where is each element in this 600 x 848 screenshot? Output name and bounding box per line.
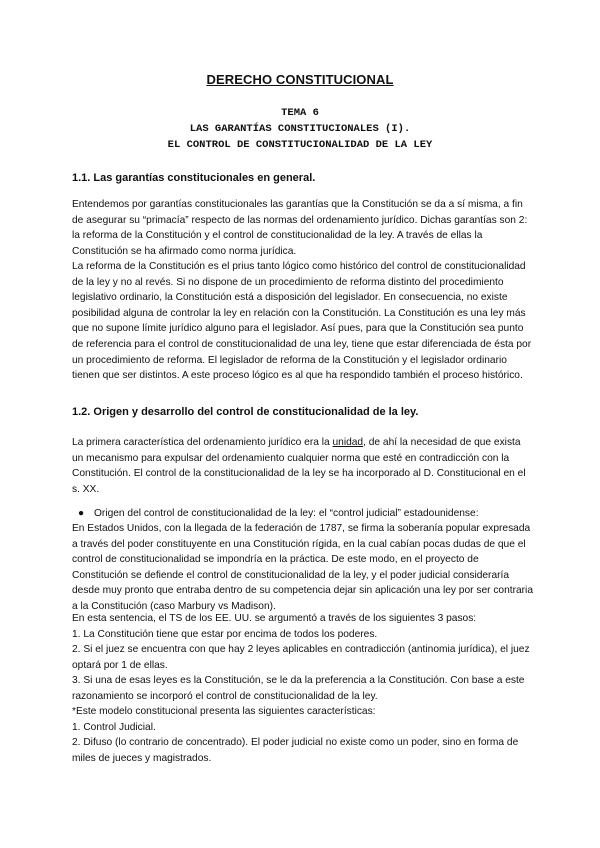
ts-sentence: En esta sentencia, el TS de los EE. UU. se argumentó a través de los siguientes 3 pasos: [72,613,477,624]
bullet-paragraph: En Estados Unidos, con la llegada de la federación de 1787, se firma la soberanía popular expresada a través del poder constituyente en una Constitución rígida, en la cual cabían pocas dudas de que el control de constitucionalidad se impondría en la práctica. De este modo, en el proyecto de Constitución se defiende el control de constitucionalidad de la ley, y el poder judicial consideraría desde muy pronto que entraba dentro de su competencia dejar sin aplicación una ley por ser contraria a la Constitución (caso Marbury vs Madison). [72,523,533,612]
step-2: 2. Si el juez se encuentra con que hay 2 leyes aplicables en contradicción (antinomia jurídica), el juez optará por 1 de ellas. [72,644,530,671]
section-2-heading: 1.2. Origen y desarrollo del control de constitucionalidad de la ley. [72,406,419,418]
characteristic-2: 2. Difuso (lo contrario de concentrado). El poder judicial no existe como un poder, sino en forma de miles de jueces y magistrados. [72,737,519,764]
document-title: DERECHO CONSTITUCIONAL [206,72,394,87]
tema-number: TEMA 6 [281,107,319,119]
section-1-paragraph: Entendemos por garantías constitucionales las garantías que la Constitución se da a sí misma, a fin de asegurar su “primacía” respecto de las normas del ordenamiento jurídico. Dichas garantías son 2: la reforma de la Constitución y el control de constitucionalidad de la ley. A través de ellas la Constitución se ha afirmado como norma jurídica. [72,199,528,257]
model-intro: *Este modelo constitucional presenta las siguientes características: [72,706,376,717]
characteristic-1: 1. Control Judicial. [72,722,156,733]
section-1-heading: 1.1. Las garantías constitucionales en general. [72,172,316,184]
tema-title-line1: LAS GARANTÍAS CONSTITUCIONALES (I). [189,123,411,135]
section-2-paragraph: La primera característica del ordenamiento jurídico era la unidad, de ahí la necesidad de que exista un mecanismo para expulsar del ordenamiento cualquier norma que esté en contradicción con la Constitución. El control de la constitucionalidad de la ley se ha incorporado al D. Constitucional en el s. XX. [72,437,526,495]
step-3: 3. Si una de esas leyes es la Constitución, se le da la preferencia a la Constitución. Con base a este razonamiento se incorporó el control de constitucionalidad de la ley. [72,675,525,702]
bullet-item: ● Origen del control de constitucionalidad de la ley: el “control judicial” estadounidense: [72,506,534,522]
step-1: 1. La Constitución tiene que estar por encima de todos los poderes. [72,629,378,640]
underlined-word: unidad [332,437,364,448]
tema-title-line2: EL CONTROL DE CONSTITUCIONALIDAD DE LA LEY [167,139,433,151]
section-1-paragraph-2: La reforma de la Constitución es el prius tanto lógico como histórico del control de constitucionalidad de la ley y no al revés. Si no dispone de un procedimiento de reforma distinto del procedimiento legislativo ordinario, la Constitución está a disposición del legislador. En consecuencia, no existe posibilidad alguna de controlar la ley en relación con la Constitución. La Constitución es una ley más que no supone límite jurídico alguno para el legislador. Así pues, para que la Constitución sea punto de referencia para el control de constitucionalidad de una ley, tiene que estar diferenciada de ésta por un procedimiento de reforma. El legislador de reforma de la Constitución y el legislador ordinario tienen que ser distintos. A este proceso lógico es al que ha respondido también el proceso histórico. [72,261,532,382]
bullet-icon: ● [78,508,85,519]
